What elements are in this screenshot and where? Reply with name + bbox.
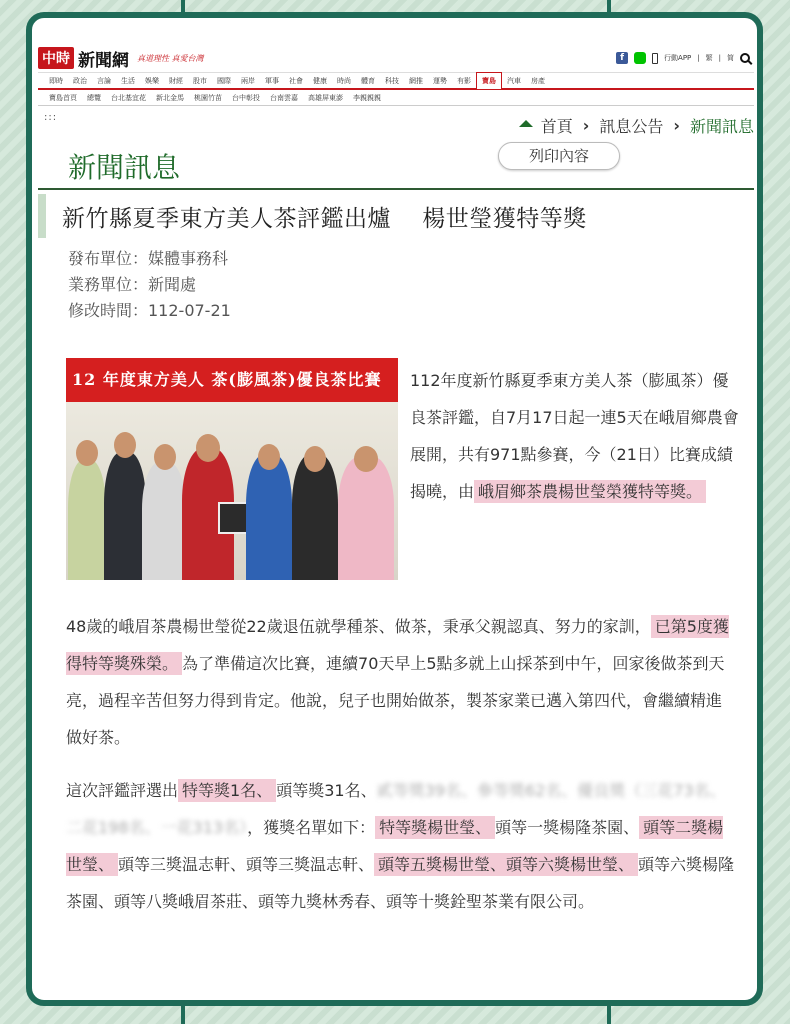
- article-photo: [66, 358, 398, 580]
- subnav-item[interactable]: 李親親親: [353, 93, 381, 102]
- breadcrumb-announcements[interactable]: 訊息公告: [599, 117, 664, 136]
- site-logo-mark[interactable]: 中時: [38, 47, 74, 69]
- site-logo-text[interactable]: 新聞網: [78, 50, 129, 71]
- highlight-fifth-sixth: 頭等五獎楊世瑩、頭等六獎楊世瑩、: [374, 853, 638, 876]
- sub-nav: [38, 90, 754, 106]
- subnav-item[interactable]: 台南雲嘉: [270, 93, 298, 102]
- meta-department: 業務單位：新聞處: [68, 275, 197, 294]
- nav-item[interactable]: 運勢: [433, 76, 447, 85]
- title-row: [38, 142, 754, 190]
- nav-item[interactable]: 言論: [97, 76, 111, 85]
- subnav-item[interactable]: 台中彰投: [232, 93, 260, 102]
- article-body: [38, 358, 754, 598]
- nav-item[interactable]: 生活: [121, 76, 135, 85]
- breadcrumb-current: 新聞訊息: [689, 117, 754, 136]
- photo-banner: 12 年度東方美人 茶(膨風茶)優良茶比賽: [66, 358, 398, 402]
- nav-item[interactable]: 健康: [313, 76, 327, 85]
- menu-dots-icon[interactable]: :::: [44, 112, 58, 123]
- subnav-item[interactable]: 桃園竹苗: [194, 93, 222, 102]
- site-header: [38, 44, 754, 72]
- blurred-text: 貳等獎39名、參等獎62名、優良獎: [376, 781, 626, 800]
- lang-simplified[interactable]: 简: [727, 54, 734, 62]
- print-button[interactable]: 列印內容: [498, 142, 620, 170]
- chevron-right-icon: ›: [582, 116, 590, 135]
- header-tools: f 行動APP | 繁 | 简: [616, 52, 750, 64]
- mobile-app-icon[interactable]: [652, 53, 658, 64]
- nav-item[interactable]: 房產: [531, 76, 545, 85]
- nav-item[interactable]: 有影: [457, 76, 471, 85]
- breadcrumb-row: [38, 106, 754, 142]
- subnav-item[interactable]: 新北金馬: [156, 93, 184, 102]
- nav-item[interactable]: 股市: [193, 76, 207, 85]
- breadcrumb: [519, 114, 754, 137]
- main-nav: [38, 72, 754, 90]
- blurred-text: （三花73名、二花198名、一花313名）: [66, 781, 726, 837]
- line-icon[interactable]: [634, 52, 646, 64]
- highlight-special-winner: 特等獎楊世瑩、: [375, 816, 495, 839]
- nav-item[interactable]: 體育: [361, 76, 375, 85]
- photo-scene: [66, 402, 398, 580]
- subnav-item[interactable]: 高雄屏東澎: [308, 93, 343, 102]
- article-paragraph-2: 48歲的峨眉茶農楊世瑩從22歲退伍就學種茶、做茶，秉承父親認真、努力的家訓， 已第5度獲得特等獎殊榮。 為了準備這次比賽，連續70天早上5點多就上山採茶到中午，回家後做茶到天亮，過程辛苦但努力得到肯定。他說，兒子也開始做茶，製茶家業已邁入第四代，會繼續精進做好茶。: [66, 617, 729, 747]
- highlight-fifth-win: 已第5度獲得特等獎殊榮。: [66, 617, 729, 673]
- highlight-special-count: 特等獎1名、: [178, 779, 276, 802]
- breadcrumb-home[interactable]: 首頁: [540, 117, 573, 136]
- nav-item[interactable]: 時尚: [337, 76, 351, 85]
- search-icon[interactable]: [740, 53, 750, 63]
- facebook-icon[interactable]: f: [616, 52, 628, 64]
- subnav-item[interactable]: 寶島首頁: [49, 93, 77, 102]
- page-title: 新聞訊息: [68, 151, 181, 184]
- highlight-second-place: 頭等二獎楊世瑩、: [66, 818, 724, 874]
- nav-item[interactable]: 汽車: [507, 76, 521, 85]
- home-icon[interactable]: [519, 120, 533, 127]
- nav-item[interactable]: 網推: [409, 76, 423, 85]
- article-headline: 新竹縣夏季東方美人茶評鑑出爐 楊世瑩獲特等獎: [62, 206, 587, 232]
- nav-item[interactable]: 社會: [289, 76, 303, 85]
- highlight-winner: 峨眉鄉茶農楊世瑩榮獲特等獎。: [474, 480, 706, 503]
- app-link[interactable]: 行動APP: [664, 54, 692, 62]
- nav-item[interactable]: 即時: [49, 76, 63, 85]
- subnav-item[interactable]: 總覽: [87, 93, 101, 102]
- article-paragraph-1: 112年度新竹縣夏季東方美人茶（膨風茶）優良茶評鑑，自7月17日起一連5天在峨眉鄉農會展開，共有971點參賽，今（21日）比賽成績揭曉，由 峨眉鄉茶農楊世瑩榮獲特等獎。: [410, 371, 739, 501]
- nav-item[interactable]: 兩岸: [241, 76, 255, 85]
- lang-traditional[interactable]: 繁: [705, 54, 713, 62]
- nav-item[interactable]: 軍事: [265, 76, 279, 85]
- site-slogan: 真道理性 真愛台灣: [137, 53, 204, 63]
- nav-item[interactable]: 財經: [169, 76, 183, 85]
- article-headline-block: [38, 194, 754, 238]
- screenshot-frame: [26, 12, 763, 1006]
- meta-modified: 修改時間：112-07-21: [68, 301, 231, 320]
- article-meta: [68, 246, 754, 324]
- nav-item[interactable]: 國際: [217, 76, 231, 85]
- nav-item[interactable]: 政治: [73, 76, 87, 85]
- subnav-item[interactable]: 台北基宜花: [111, 93, 146, 102]
- nav-item[interactable]: 科技: [385, 76, 399, 85]
- nav-item[interactable]: 寶島: [476, 72, 502, 89]
- article-paragraph-3: 這次評鑑評選出 特等獎1名、 頭等獎31名、貳等獎39名、參等獎62名、優良獎（三花73名、二花198名、一花313名），獲獎名單如下： 特等獎楊世瑩、 頭等一獎楊隆茶園、 頭等二獎楊世瑩、 頭等三獎温志軒、頭等三獎温志軒、 頭等五獎楊世瑩、頭等六獎楊世瑩、 頭等六獎楊隆茶園、頭等八獎峨眉茶莊、頭等九獎林秀春、頭等十獎銓聖茶業有限公司。: [66, 781, 735, 911]
- chevron-right-icon: ›: [673, 116, 680, 135]
- meta-publisher: 發布單位：媒體事務科: [68, 249, 229, 268]
- nav-item[interactable]: 娛樂: [145, 76, 159, 85]
- page-content: [38, 44, 754, 920]
